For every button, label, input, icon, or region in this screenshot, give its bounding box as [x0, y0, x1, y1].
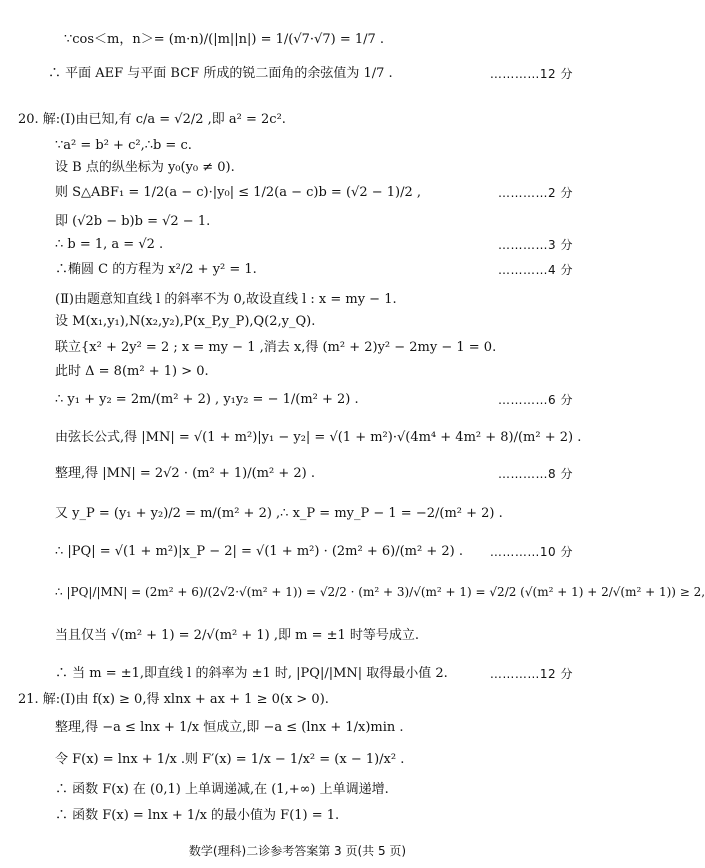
line-text: ∴ 当 m = ±1,即直线 l 的斜率为 ±1 时, |PQ|/|MN| 取得最小值 2. — [55, 666, 448, 681]
line-text: ∴ 函数 F(x) 在 (0,1) 上单调递减,在 (1,+∞) 上单调递增. — [55, 782, 389, 797]
line-text: ∴ b = 1, a = √2 . — [55, 237, 164, 252]
score-label: …………4 分 — [498, 263, 573, 277]
score-label: …………10 分 — [489, 545, 573, 559]
score-label: …………2 分 — [498, 186, 573, 200]
line-text: 整理,得 −a ≤ lnx + 1/x 恒成立,即 −a ≤ (lnx + 1/x)min . — [55, 720, 404, 735]
line-text: 又 y_P = (y₁ + y₂)/2 = m/(m² + 2) ,∴ x_P = my_P − 1 = −2/(m² + 2) . — [55, 506, 503, 521]
score-label: …………3 分 — [498, 238, 573, 252]
line-text: 20. 解:(Ⅰ)由已知,有 c/a = √2/2 ,即 a² = 2c². — [18, 112, 286, 127]
line-text: 当且仅当 √(m² + 1) = 2/√(m² + 1) ,即 m = ±1 时等号成立. — [55, 628, 420, 643]
line-text: ∵cos＜m，n＞= (m·n)/(|m||n|) = 1/(√7·√7) = 1/7 . — [64, 32, 385, 47]
line-text: 令 F(x) = lnx + 1/x .则 F′(x) = 1/x − 1/x² = (x − 1)/x² . — [55, 752, 405, 767]
score-label: …………12 分 — [489, 667, 573, 681]
line-text: ∴椭圆 C 的方程为 x²/2 + y² = 1. — [55, 262, 257, 277]
line-text: 设 M(x₁,y₁),N(x₂,y₂),P(x_P,y_P),Q(2,y_Q). — [55, 314, 316, 329]
line-text: ∴ 平面 AEF 与平面 BCF 所成的锐二面角的余弦值为 1/7 . — [48, 66, 393, 81]
line-text: 设 B 点的纵坐标为 y₀(y₀ ≠ 0). — [55, 160, 235, 175]
line-text: ∴ |PQ| = √(1 + m²)|x_P − 2| = √(1 + m²) · (2m² + 6)/(m² + 2) . — [55, 544, 463, 559]
line-text: 此时 Δ = 8(m² + 1) > 0. — [55, 364, 209, 379]
line-text: 整理,得 |MN| = 2√2 · (m² + 1)/(m² + 2) . — [55, 466, 315, 481]
line-text: 则 S△ABF₁ = 1/2(a − c)·|y₀| ≤ 1/2(a − c)b = (√2 − 1)/2 , — [55, 185, 421, 200]
line-text: 21. 解:(Ⅰ)由 f(x) ≥ 0,得 xlnx + ax + 1 ≥ 0(x > 0). — [18, 692, 329, 707]
line-text: ∴ 函数 F(x) = lnx + 1/x 的最小值为 F(1) = 1. — [55, 808, 340, 823]
page-footer: 数学(理科)二诊参考答案第 3 页(共 5 页) — [188, 844, 407, 858]
line-text: (Ⅱ)由题意知直线 l 的斜率不为 0,故设直线 l : x = my − 1. — [55, 292, 397, 307]
line-text: ∴ |PQ|/|MN| = (2m² + 6)/(2√2·√(m² + 1)) = √2/2 · (m² + 3)/√(m² + 1) = √2/2 (√(m² + 1) + 2/√(m² + 1)) ≥ 2, — [55, 585, 705, 599]
line-text: 由弦长公式,得 |MN| = √(1 + m²)|y₁ − y₂| = √(1 + m²)·√(4m⁴ + 4m² + 8)/(m² + 2) . — [55, 430, 582, 445]
line-text: ∵a² = b² + c²,∴b = c. — [55, 138, 192, 153]
score-label: …………6 分 — [498, 393, 573, 407]
line-text: ∴ y₁ + y₂ = 2m/(m² + 2) , y₁y₂ = − 1/(m² + 2) . — [55, 392, 359, 407]
score-label: …………12 分 — [489, 67, 573, 81]
line-text: 联立{x² + 2y² = 2 ; x = my − 1 ,消去 x,得 (m² + 2)y² − 2my − 1 = 0. — [55, 340, 497, 355]
line-text: 即 (√2b − b)b = √2 − 1. — [55, 214, 211, 229]
score-label: …………8 分 — [498, 467, 573, 481]
